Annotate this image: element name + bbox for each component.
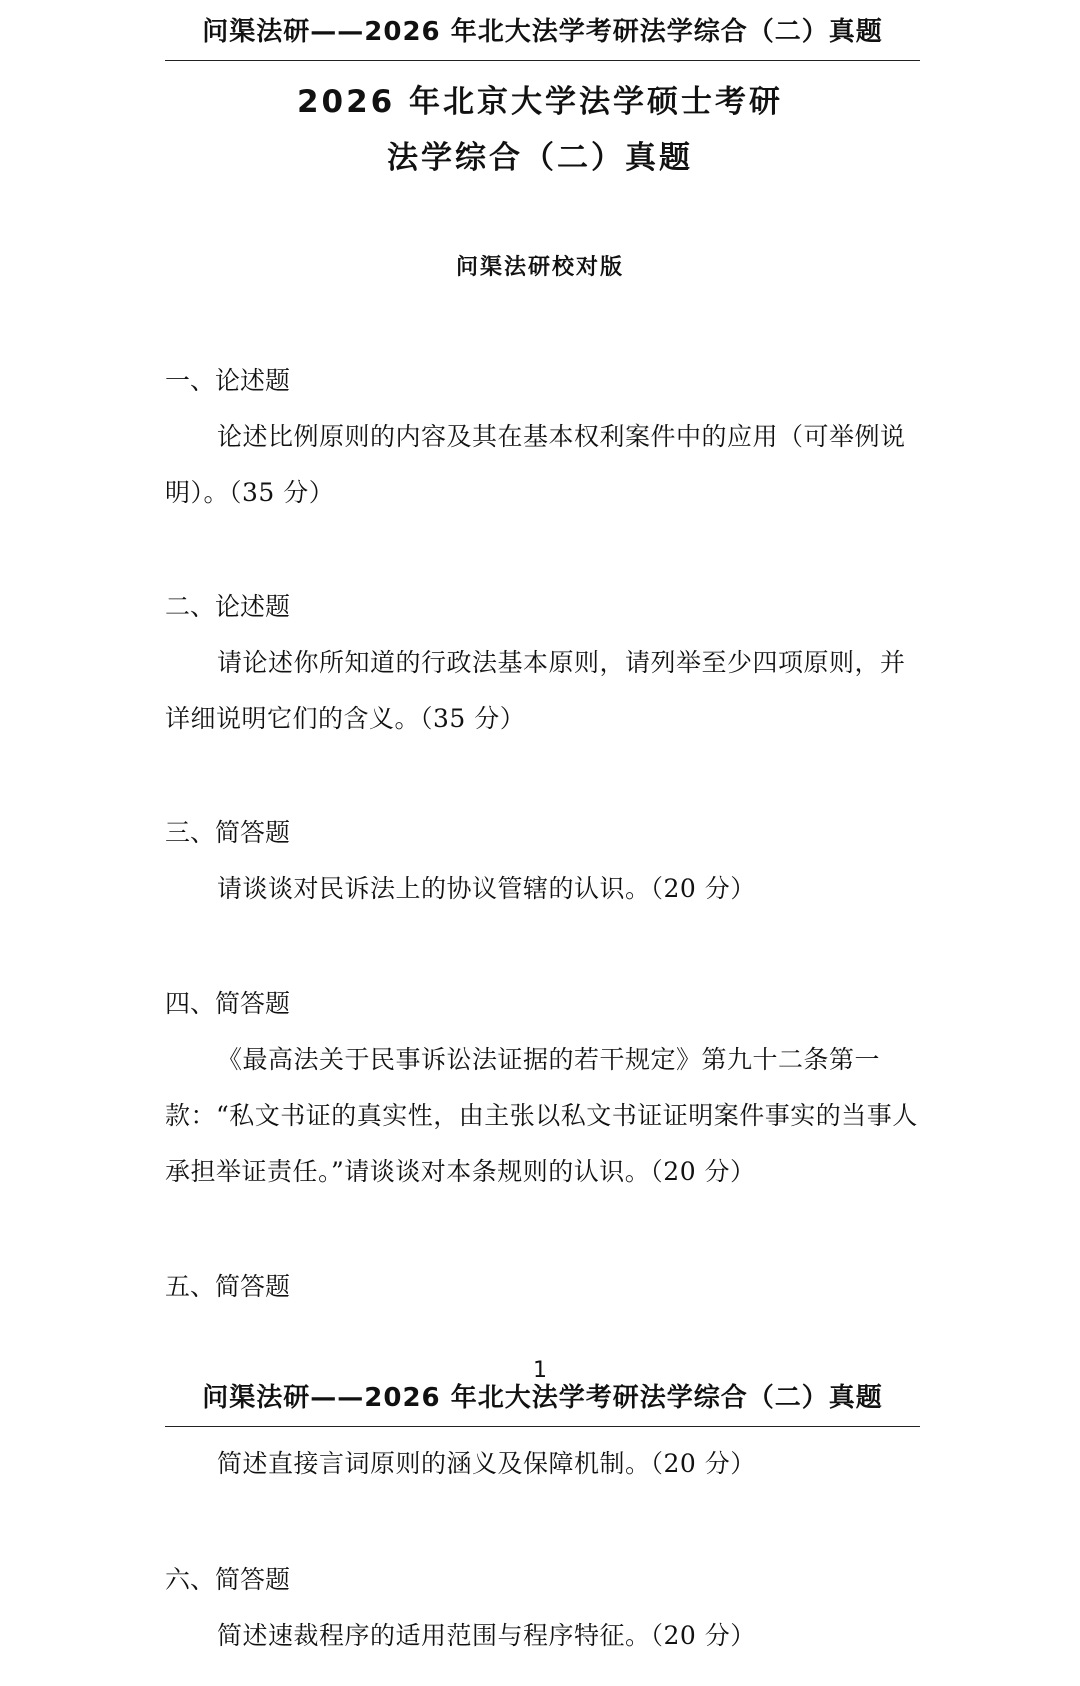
- document-subtitle: 问渠法研校对版: [455, 255, 624, 280]
- section-4-body: 《最高法关于民事诉讼法证据的若干规定》第九十二条第一款：“私文书证的真实性，由主张以私文书证证明案件事实的当事人承担举证责任。”请谈谈对本条规则的认识。（20 分）: [165, 1045, 918, 1186]
- section-4-heading: 四、简答题: [165, 989, 291, 1018]
- section-2-heading: 二、论述题: [165, 592, 291, 621]
- section-2-body: 请论述你所知道的行政法基本原则，请列举至少四项原则，并详细说明它们的含义。（35 分）: [165, 648, 906, 733]
- section-6-heading: 六、简答题: [165, 1565, 291, 1594]
- section-3-heading: 三、简答题: [165, 818, 291, 847]
- page-number: 1: [533, 1358, 547, 1383]
- running-header: 问渠法研——2026 年北大法学考研法学综合（二）真题: [165, 4, 920, 61]
- document-title-line-2: 法学综合（二）真题: [387, 140, 693, 176]
- running-header-page-2: 问渠法研——2026 年北大法学考研法学综合（二）真题: [165, 1370, 920, 1427]
- section-1-body: 论述比例原则的内容及其在基本权利案件中的应用（可举例说明）。（35 分）: [165, 422, 906, 507]
- document-title-line-1: 2026 年北京大学法学硕士考研: [296, 84, 784, 120]
- section-6-body: 简述速裁程序的适用范围与程序特征。（20 分）: [217, 1621, 756, 1650]
- section-3-body: 请谈谈对民诉法上的协议管辖的认识。（20 分）: [217, 874, 756, 903]
- section-1-heading: 一、论述题: [165, 366, 291, 395]
- section-5-body: 简述直接言词原则的涵义及保障机制。（20 分）: [217, 1449, 756, 1478]
- section-5-heading: 五、简答题: [165, 1272, 291, 1301]
